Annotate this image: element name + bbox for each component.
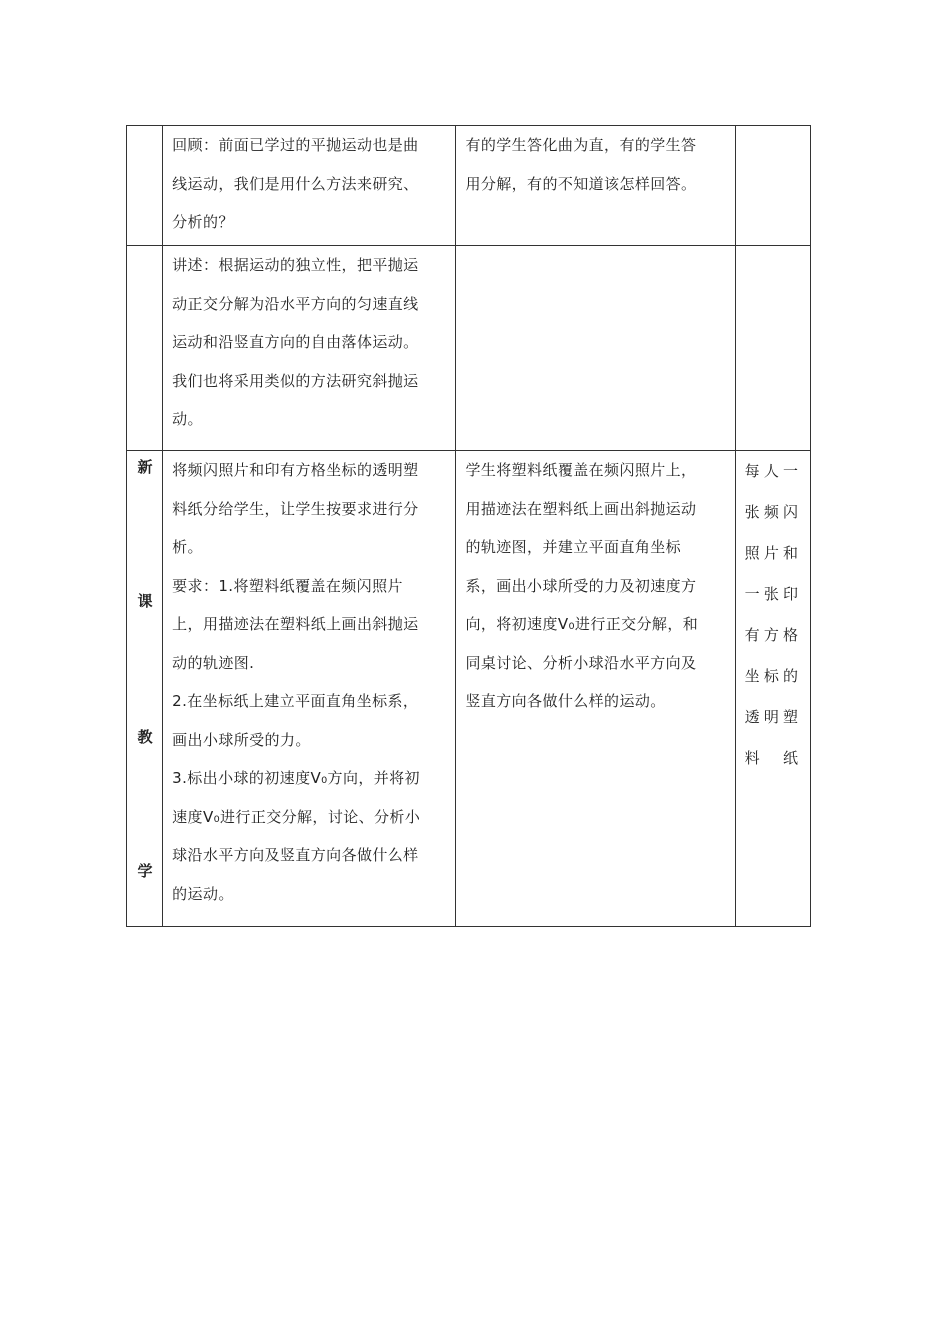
text-line: 竖直方向各做什么样的运动。 bbox=[465, 692, 666, 710]
text-line: 有方格 bbox=[744, 626, 802, 644]
teacher-activity-cell bbox=[163, 451, 456, 927]
teacher-activity-cell bbox=[163, 246, 456, 451]
table-row bbox=[127, 246, 811, 451]
text-line: 分析的？ bbox=[172, 213, 234, 231]
text-line: 的运动。 bbox=[172, 884, 234, 903]
text-line: 系，画出小球所受的力及初速度方 bbox=[465, 576, 697, 595]
stage-cell bbox=[127, 246, 163, 451]
text-line: 动。 bbox=[172, 410, 203, 428]
text-line: 坐标的 bbox=[744, 667, 802, 685]
student-activity-cell bbox=[456, 246, 735, 451]
text-line: 用描迹法在塑料纸上画出斜抛运动 bbox=[465, 499, 697, 518]
teacher-activity-cell bbox=[163, 126, 456, 246]
materials-cell bbox=[735, 126, 810, 246]
text-line: 球沿水平方向及竖直方向各做什么样 bbox=[172, 846, 419, 864]
table-row bbox=[127, 126, 811, 246]
lesson-plan-table bbox=[126, 125, 811, 927]
text-line: 向，将初速度V₀进行正交分解，和 bbox=[465, 615, 699, 633]
text-line: 照片和 bbox=[744, 544, 802, 562]
text-line: 上，用描迹法在塑料纸上画出斜抛运 bbox=[172, 615, 419, 633]
table-row bbox=[127, 451, 811, 927]
stage-cell bbox=[127, 126, 163, 246]
text-line: 透明塑 bbox=[744, 708, 802, 726]
stage-label-char: 教 bbox=[137, 728, 153, 746]
text-line: 每人一 bbox=[744, 462, 802, 480]
text-line: 3.标出小球的初速度V₀方向，并将初 bbox=[172, 769, 420, 787]
text-line: 料纸分给学生，让学生按要求进行分 bbox=[172, 499, 419, 518]
materials-cell bbox=[735, 451, 810, 927]
stage-cell bbox=[127, 451, 163, 927]
text-line: 一张印 bbox=[744, 585, 802, 603]
text-line: 有的学生答化曲为直，有的学生答 bbox=[465, 136, 697, 154]
stage-label-char: 学 bbox=[137, 862, 153, 880]
text-line: 线运动，我们是用什么方法来研究、 bbox=[172, 174, 419, 193]
stage-label-char: 新 bbox=[137, 458, 153, 476]
text-line: 动的轨迹图. bbox=[172, 653, 255, 672]
text-line: 运动和沿竖直方向的自由落体运动。 bbox=[172, 333, 419, 351]
text-line: 我们也将采用类似的方法研究斜抛运 bbox=[172, 371, 419, 390]
text-line: 将频闪照片和印有方格坐标的透明塑 bbox=[172, 461, 419, 479]
materials-cell bbox=[735, 246, 810, 451]
text-line: 画出小球所受的力。 bbox=[172, 730, 311, 749]
text-line: 动正交分解为沿水平方向的匀速直线 bbox=[172, 294, 419, 313]
text-line: 回顾：前面已学过的平抛运动也是曲 bbox=[172, 136, 419, 154]
text-line: 速度V₀进行正交分解，讨论、分析小 bbox=[172, 807, 421, 826]
text-line: 料纸 bbox=[744, 749, 802, 767]
text-line: 析。 bbox=[172, 538, 203, 556]
text-line: 张频闪 bbox=[744, 503, 802, 521]
text-line: 用分解，有的不知道该怎样回答。 bbox=[465, 174, 697, 193]
stage-label-char: 课 bbox=[137, 592, 153, 610]
student-activity-cell bbox=[456, 126, 735, 246]
text-line: 讲述：根据运动的独立性，把平抛运 bbox=[172, 256, 419, 274]
text-line: 同桌讨论、分析小球沿水平方向及 bbox=[465, 653, 697, 672]
text-line: 要求：1.将塑料纸覆盖在频闪照片 bbox=[172, 576, 403, 595]
text-line: 2.在坐标纸上建立平面直角坐标系， bbox=[172, 692, 419, 710]
text-line: 学生将塑料纸覆盖在频闪照片上， bbox=[465, 461, 697, 479]
text-line: 的轨迹图，并建立平面直角坐标 bbox=[465, 538, 682, 556]
student-activity-cell bbox=[456, 451, 735, 927]
